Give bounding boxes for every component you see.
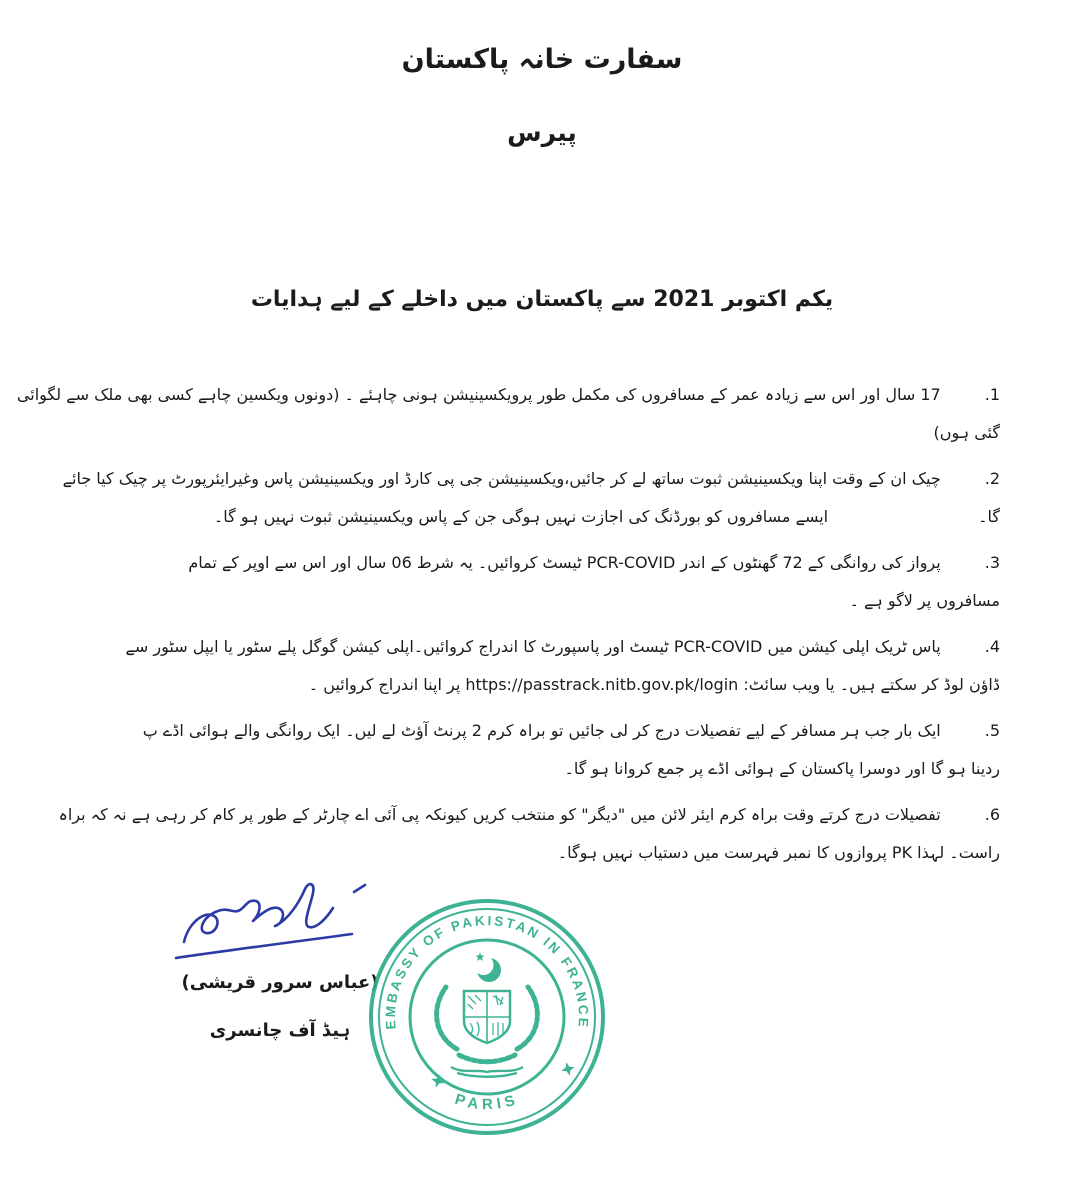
list-item-text: ردینا ہو گا اور دوسرا پاکستان کے ہوائی اڈے پر جمع کروانا ہو گا۔ <box>564 759 1000 778</box>
list-item-text: ڈاؤن لوڈ کر سکتے ہیں۔ یا ویب سائٹ: https://passtrack.nitb.gov.pk/login پر اپنا اندراج کروائیں ۔ <box>308 675 1000 694</box>
list-item <box>16 376 1000 452</box>
signer-name: (عباس سرور قریشی) <box>181 972 379 993</box>
list-item <box>60 544 1000 620</box>
list-item-text: گئی ہوں) <box>933 423 1000 442</box>
list-item-number: 6. <box>984 805 1000 824</box>
signature-tick <box>354 885 365 892</box>
list-item-text: گا۔ <box>978 507 1000 526</box>
list-item-text: تفصیلات درج کرتے وقت براہ کرم ایئر لائن میں "دیگر" کو منتخب کریں کیونکہ پی آئی اے چارٹر کے طور پر کام کر رہی ہے نہ کہ براہ <box>58 805 941 824</box>
list-item-text: راست۔ لہذا PK پروازوں کا نمبر فہرست میں دستیاب نہیں ہوگا۔ <box>557 843 1000 862</box>
list-item-text: ایک بار جب ہر مسافر کے لیے تفصیلات درج کر لی جائیں تو براہ کرم 2 پرنٹ آؤٹ لے لیں۔ ایک روانگی والے ہوائی اڈے پ <box>142 721 941 740</box>
list-item-number: 5. <box>984 721 1000 740</box>
document-title: یکم اکتوبر 2021 سے پاکستان میں داخلے کے لیے ہدایات <box>250 287 834 312</box>
list-item-number: 4. <box>984 637 1000 656</box>
stamp-ring-text: EMBASSY OF PAKISTAN IN FRANCE <box>382 912 592 1030</box>
list-item-text: چیک ان کے وقت اپنا ویکسینیشن ثبوت ساتھ لے کر جائیں،ویکسینیشن جی پی کارڈ اور ویکسینیشن پاس وغیرایئرپورٹ پر چیک کیا جائے <box>62 469 941 488</box>
signer-title: ہیڈ آف چانسری <box>209 1020 351 1041</box>
city-heading: پیرس <box>507 118 577 147</box>
list-item <box>60 712 1000 788</box>
list-item-text: مسافروں پر لاگو ہے ۔ <box>849 591 1000 610</box>
stamp-bottom-text: PARIS <box>452 1090 522 1114</box>
stamp-star-icon <box>560 1061 577 1078</box>
list-item-number: 3. <box>984 553 1000 572</box>
crescent-star-icon <box>474 953 502 983</box>
banner <box>451 1067 523 1077</box>
list-item <box>60 796 1000 872</box>
list-item-text: پرواز کی روانگی کے 72 گھنٹوں کے اندر PCR-COVID ٹیسٹ کروائیں۔ یہ شرط 06 سال اور اس سے اوپر کے تمام <box>188 553 941 572</box>
signature-stroke <box>184 884 333 942</box>
shield <box>464 991 510 1043</box>
signature-underline <box>176 934 352 958</box>
signature-image <box>168 880 378 972</box>
embassy-stamp <box>364 894 610 1140</box>
list-item-text: ایسے مسافروں کو بورڈنگ کی اجازت نہیں ہوگی جن کے پاس ویکسینیشن ثبوت نہیں ہو گا۔ <box>213 507 829 526</box>
embassy-name-heading: سفارت خانہ پاکستان <box>401 44 683 75</box>
list-item-number: 1. <box>984 385 1000 404</box>
instruction-list <box>16 376 1000 880</box>
list-item <box>60 460 1000 536</box>
list-item <box>60 628 1000 704</box>
list-item-number: 2. <box>984 469 1000 488</box>
coat-of-arms <box>437 953 538 1077</box>
list-item-text: پاس ٹریک اپلی کیشن میں PCR-COVID ٹیسٹ اور پاسپورٹ کا اندراج کروائیں۔اپلی کیشن گوگل پلے سٹور یا ایپل سٹور سے <box>125 637 941 656</box>
list-item-text: 17 سال اور اس سے زیادہ عمر کے مسافروں کی مکمل طور پرویکسینیشن ہونی چاہئے ۔ (دونوں ویکسین چاہے کسی بھی ملک سے لگوائی <box>16 385 941 404</box>
